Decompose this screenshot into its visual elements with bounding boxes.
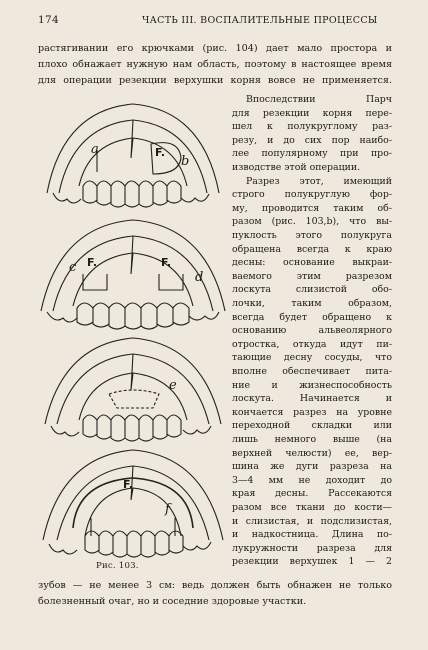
paragraph-line: кончается разрез на уровне bbox=[232, 406, 392, 418]
paragraph-line: лишь немного выше (на bbox=[232, 434, 392, 445]
paragraph-line: растягивании его крючками (рис. 104) дает мало простора и bbox=[38, 43, 392, 54]
figure-label-a: a bbox=[91, 142, 99, 157]
paragraph-line: отростка, откуда идут пи- bbox=[232, 338, 392, 350]
paragraph-line: разом (рис. 103,b), что вы- bbox=[232, 216, 392, 228]
paragraph-line: Впоследствии Парч bbox=[246, 94, 392, 105]
paragraph-line: лочки, таким образом, bbox=[232, 298, 392, 309]
paragraph-line: плохо обнажает нужную нам область, поэтому в настоящее время bbox=[38, 59, 392, 70]
paragraph-line: резу, и до сих пор наибо- bbox=[232, 134, 392, 146]
paragraph-line: края десны. Рассекаются bbox=[232, 488, 392, 500]
figure-label-d: d bbox=[195, 270, 204, 285]
paragraph-line: изводстве этой операции. bbox=[232, 162, 361, 173]
paragraph-line: и слизистая, и подслизистая, bbox=[232, 515, 392, 527]
paragraph-line: шел к полукруглому раз- bbox=[232, 121, 392, 133]
page-number: 174 bbox=[38, 14, 59, 26]
paragraph-line: для резекции корня пере- bbox=[232, 107, 392, 119]
paragraph-line: обращена всегда к краю bbox=[232, 243, 392, 255]
paragraph-line: верхней челюсти) ее, вер- bbox=[232, 447, 392, 459]
paragraph-line: болезненный очаг, но и соседние здоровые участки. bbox=[38, 596, 307, 607]
paragraph-line: для операции резекции верхушки корня вовсе не применяется. bbox=[38, 75, 392, 86]
paragraph-line: шина же дуги разреза на bbox=[232, 461, 392, 473]
paragraph-line: строго полукруглую фор- bbox=[232, 189, 392, 201]
paragraph-line: тающие десну сосуды, что bbox=[232, 352, 392, 364]
paragraph-line: и надкостница. Длина по- bbox=[232, 529, 392, 541]
figure-label-f: f bbox=[165, 502, 170, 517]
flap-mark: F. bbox=[155, 146, 166, 159]
running-head bbox=[38, 14, 392, 28]
figure-103 bbox=[33, 98, 233, 572]
jaw-diagram-3 bbox=[45, 338, 221, 441]
paragraph-line: резекции верхушек 1 — 2 bbox=[232, 556, 392, 568]
paragraph-line: лее популярному при про- bbox=[232, 148, 392, 160]
paragraph-line: 3—4 мм не доходит до bbox=[232, 474, 392, 486]
paragraph-line: переходной складки или bbox=[232, 420, 392, 432]
paragraph-line: лукружности разреза для bbox=[232, 542, 392, 554]
paragraph-line: зубов — не менее 3 см: ведь должен быть обнажен не только bbox=[38, 580, 392, 591]
figure-label-e: e bbox=[169, 378, 177, 393]
paragraph-line: всегда будет обращено к bbox=[232, 311, 392, 323]
flap-mark: F. bbox=[161, 256, 172, 269]
figure-label-b: b bbox=[181, 154, 190, 169]
jaw-diagram-4 bbox=[43, 450, 223, 557]
paragraph-line: Разрез этот, имеющий bbox=[246, 175, 392, 187]
paragraph-line: вполне обеспечивает пита- bbox=[232, 366, 392, 377]
paragraph-line: лоскута слизистой обо- bbox=[232, 284, 392, 296]
paragraph-line: пуклость этого полукруга bbox=[232, 230, 392, 241]
dental-incision-illustration bbox=[33, 98, 233, 572]
paragraph-line: му, проводится таким об- bbox=[232, 202, 392, 214]
paragraph-line: разом все ткани до кости— bbox=[232, 502, 392, 513]
figure-caption: Рис. 103. bbox=[96, 561, 139, 571]
running-title: ЧАСТЬ III. ВОСПАЛИТЕЛЬНЫЕ ПРОЦЕССЫ bbox=[142, 15, 378, 26]
paragraph-line: лоскута. Начинается и bbox=[232, 393, 392, 405]
paragraph-line: ваемого этим разрезом bbox=[232, 270, 392, 282]
paragraph-line: десны: основание выкраи- bbox=[232, 257, 392, 269]
paragraph-line: основанию альвеолярного bbox=[232, 325, 392, 337]
flap-mark: F. bbox=[87, 256, 98, 269]
paragraph-line: ние и жизнеспособность bbox=[232, 379, 392, 391]
jaw-diagram-1 bbox=[47, 104, 219, 207]
figure-label-c: c bbox=[69, 260, 77, 275]
flap-mark: F. bbox=[123, 478, 134, 491]
